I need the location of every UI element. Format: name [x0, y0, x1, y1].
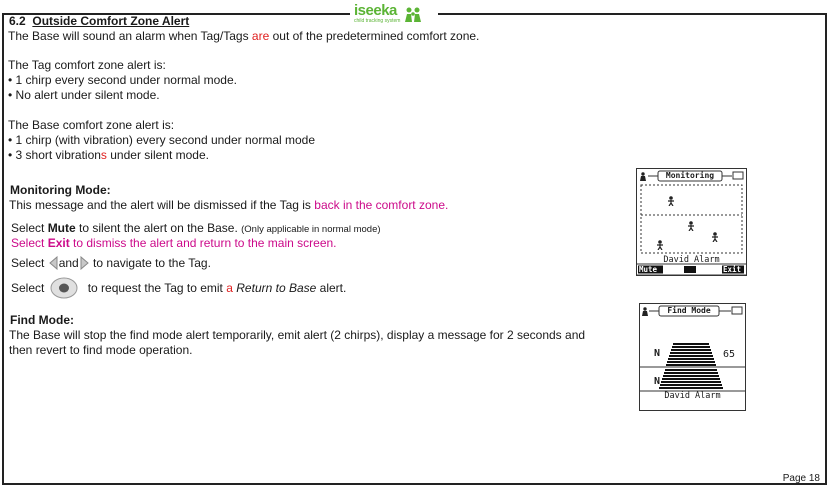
request-instruction [11, 277, 346, 299]
nav-post: to navigate to the Tag. [89, 256, 211, 270]
exit-post: to dismiss the alert and return to the main screen. [69, 236, 337, 250]
find-screen-title: Find Mode [667, 306, 711, 315]
base-alert-item2-before: • 3 short vibration [8, 148, 101, 162]
req-italic: Return to Base [236, 281, 317, 295]
right-arrow-key-icon [79, 256, 90, 270]
mute-pre: Select [11, 221, 48, 235]
exit-key: Exit [47, 236, 70, 250]
page-number: Page 18 [782, 473, 820, 484]
exit-pre: Select [11, 236, 48, 250]
person-icon [641, 307, 649, 316]
tag-person-marker-icon [667, 196, 675, 206]
base-alert-item: • 1 chirp (with vibration) every second under normal mode [8, 133, 316, 147]
find-heading: Find Mode: [10, 313, 74, 327]
section-number: 6.2 [9, 14, 26, 28]
logo-word: iseeka [354, 2, 397, 19]
nav-pre: Select [11, 256, 48, 270]
req-a: a [226, 281, 233, 295]
mute-note: (Only applicable in normal mode) [241, 224, 381, 235]
req-post: alert. [316, 281, 347, 295]
intro-before: The Base will sound an alarm when Tag/Tags [8, 29, 252, 43]
mute-instruction [11, 221, 381, 237]
family-logo-icon [404, 6, 422, 22]
find-screen-name: David Alarm [664, 391, 721, 401]
find-bottom-letter: N [654, 376, 661, 387]
intro-text [8, 29, 479, 43]
nav-and: and [58, 256, 79, 270]
find-mode-screen [639, 303, 746, 411]
intro-after: out of the predetermined comfort zone. [269, 29, 480, 43]
exit-softkey[interactable]: Exit [723, 265, 742, 274]
find-desc-line1: The Base will stop the find mode alert temporarily, emit alert (2 chirps), display a message for 2 seconds and [9, 328, 586, 342]
section-title: Outside Comfort Zone Alert [32, 14, 190, 28]
left-arrow-key-icon [48, 256, 59, 270]
tag-alert-item: • No alert under silent mode. [8, 88, 160, 102]
tag-alert-heading: The Tag comfort zone alert is: [8, 58, 166, 72]
base-alert-heading: The Base comfort zone alert is: [8, 118, 175, 132]
logo-tagline: child tracking system [354, 18, 401, 24]
monitoring-desc-highlight: back in the comfort zone. [314, 198, 449, 212]
exit-instruction [11, 236, 337, 250]
monitoring-screen-name: David Alarm [663, 255, 720, 265]
req-pre: Select [11, 281, 45, 295]
find-top-letter: N [654, 348, 661, 359]
base-alert-item2-highlight: s [100, 148, 107, 162]
req-mid: to request the Tag to emit [84, 281, 227, 295]
tag-person-marker-icon [711, 232, 719, 242]
base-alert-item2-after: under silent mode. [106, 148, 209, 162]
mute-softkey[interactable]: Mute [639, 265, 658, 274]
section-heading [9, 14, 189, 28]
person-icon [639, 172, 647, 181]
tag-person-marker-icon [656, 240, 664, 250]
find-signal-value: 65 [723, 349, 736, 360]
mute-key: Mute [47, 221, 76, 235]
tag-person-marker-icon [687, 221, 695, 231]
base-alert-item [8, 148, 209, 162]
mute-post: to silent the alert on the Base. [75, 221, 242, 235]
find-desc-line2: then revert to find mode operation. [9, 343, 193, 357]
monitoring-screen [636, 168, 747, 276]
monitoring-desc [9, 198, 448, 212]
intro-highlight: are [251, 29, 270, 43]
monitoring-desc-before: This message and the alert will be dismissed if the Tag is [9, 198, 315, 212]
monitoring-heading: Monitoring Mode: [10, 183, 111, 197]
center-key-icon [50, 277, 78, 299]
monitoring-screen-title: Monitoring [665, 171, 715, 180]
navigate-instruction [11, 256, 211, 270]
iseeka-logo [350, 2, 438, 26]
tag-alert-item: • 1 chirp every second under normal mode. [8, 73, 237, 87]
